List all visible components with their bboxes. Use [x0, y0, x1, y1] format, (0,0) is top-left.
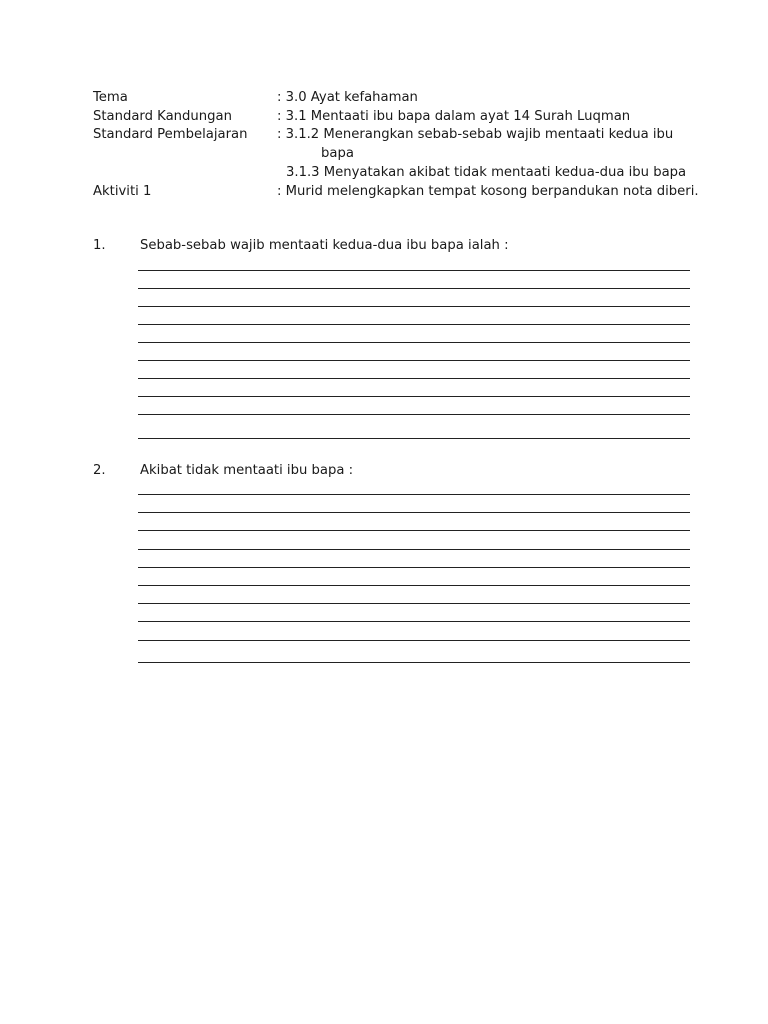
answer-line[interactable]: [138, 640, 690, 641]
standard-pembelajaran-value-line2: bapa: [321, 146, 354, 161]
header-row-tema: [93, 88, 693, 107]
header-row-standard-pembelajaran-cont: [93, 144, 693, 163]
answer-line[interactable]: [138, 585, 690, 586]
answer-line[interactable]: [138, 270, 690, 271]
answer-line[interactable]: [138, 662, 690, 663]
standard-kandungan-value: : 3.1 Mentaati ibu bapa dalam ayat 14 Surah Luqman: [277, 109, 631, 124]
answer-line[interactable]: [138, 378, 690, 379]
answer-line[interactable]: [138, 603, 690, 604]
answer-line[interactable]: [138, 324, 690, 325]
answer-line[interactable]: [138, 549, 690, 550]
tema-value: : 3.0 Ayat kefahaman: [277, 90, 418, 105]
standard-pembelajaran-label: Standard Pembelajaran: [93, 127, 248, 142]
header-row-standard-pembelajaran-313: [93, 163, 693, 182]
question-2-text: Akibat tidak mentaati ibu bapa :: [140, 463, 354, 478]
answer-line[interactable]: [138, 414, 690, 415]
standard-pembelajaran-value-line1: : 3.1.2 Menerangkan sebab-sebab wajib mentaati kedua ibu: [277, 127, 674, 142]
standard-pembelajaran-value-line3: 3.1.3 Menyatakan akibat tidak mentaati kedua-dua ibu bapa: [286, 165, 687, 180]
answer-line[interactable]: [138, 512, 690, 513]
header-row-standard-kandungan: [93, 107, 693, 126]
header-row-aktiviti: [93, 182, 699, 201]
answer-line[interactable]: [138, 530, 690, 531]
answer-line[interactable]: [138, 396, 690, 397]
answer-line[interactable]: [138, 342, 690, 343]
answer-line[interactable]: [138, 306, 690, 307]
question-2-number: 2.: [93, 463, 106, 478]
answer-line[interactable]: [138, 494, 690, 495]
question-1-number: 1.: [93, 238, 106, 253]
tema-label: Tema: [93, 90, 128, 105]
header-row-standard-pembelajaran: [93, 125, 693, 144]
answer-line[interactable]: [138, 438, 690, 439]
answer-line[interactable]: [138, 567, 690, 568]
aktiviti-value: : Murid melengkapkan tempat kosong berpandukan nota diberi.: [277, 184, 699, 199]
answer-line[interactable]: [138, 288, 690, 289]
question-1-text: Sebab-sebab wajib mentaati kedua-dua ibu bapa ialah :: [140, 238, 509, 253]
aktiviti-label: Aktiviti 1: [93, 184, 152, 199]
standard-kandungan-label: Standard Kandungan: [93, 109, 232, 124]
answer-line[interactable]: [138, 360, 690, 361]
answer-line[interactable]: [138, 621, 690, 622]
